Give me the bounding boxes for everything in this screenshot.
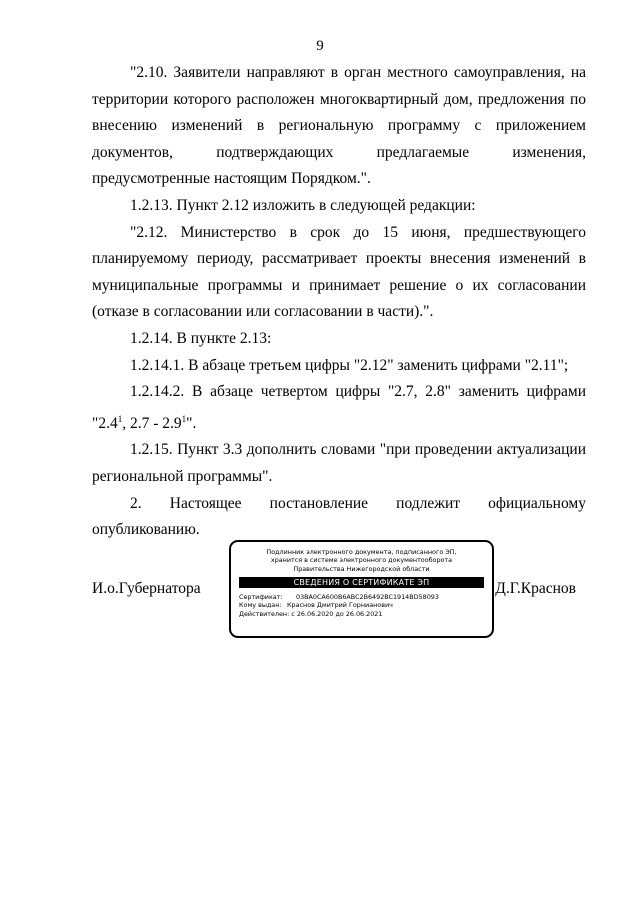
stamp-cert-row	[239, 593, 484, 601]
superscript-2: 1	[181, 413, 187, 424]
cert-value: 03ВА0CA600B6ABC2B6492BC1914ВD58093	[296, 593, 439, 602]
stamp-details	[239, 593, 484, 618]
stamp-line-1: Подлинник электронного документа, подписанного ЭП,	[266, 548, 457, 556]
owner-label: Кому выдан:	[239, 601, 282, 610]
document-body	[92, 60, 586, 544]
valid-value: с 26.06.2020 до 26.06.2021	[291, 609, 383, 618]
paragraph-1-2-14: 1.2.14. В пункте 2.13:	[130, 329, 272, 347]
para-part-middle: , 2.7 - 2.9	[122, 414, 182, 432]
paragraph-1-2-15: 1.2.15. Пункт 3.3 дополнить словами "при проведении актуализации региональной программы".	[92, 441, 586, 486]
signatory-name: Д.Г.Краснов	[495, 580, 576, 597]
para-part-before: 1.2.14.2. В абзаце четвертом цифры "2.7, 2.8" заменить цифрами "2.4	[92, 383, 586, 432]
paragraph-2: 2. Настоящее постановление подлежит официальному опубликованию.	[92, 494, 586, 539]
stamp-valid-row	[239, 610, 484, 618]
para-part-after: ".	[186, 414, 197, 432]
stamp-line-3: Правительства Нижегородской области	[293, 564, 430, 573]
superscript-1: 1	[117, 413, 123, 424]
paragraph-2-10: "2.10. Заявители направляют в орган местного самоуправления, на территории которого расположен многоквартирный дом, предложения по внесению изменений в региональную программу с приложением документов, подтверждающих предлагаемые изменения, предусмотренные настоящим Порядком.".	[92, 64, 586, 188]
signatory-position: И.о.Губернатора	[92, 580, 201, 597]
stamp-title: СВЕДЕНИЯ О СЕРТИФИКАТЕ ЭП	[239, 577, 484, 588]
paragraph-2-12: "2.12. Министерство в срок до 15 июня, предшествующего планируемому периоду, рассматривает проекты внесения изменений в муниципальные программы и принимает решение о их согласовании (отказе в согласовании или согласовании в части).".	[92, 223, 586, 321]
stamp-owner-row	[239, 601, 484, 609]
paragraph-1-2-14-1: 1.2.14.1. В абзаце третьем цифры "2.12" заменить цифрами "2.11";	[130, 356, 569, 374]
owner-value: Краснов Дмитрий Горнианович	[287, 601, 393, 610]
electronic-signature-stamp	[229, 540, 494, 638]
paragraph-1-2-14-2	[92, 379, 586, 437]
stamp-line-2: хранится в системе электронного документооборота	[270, 556, 453, 565]
stamp-header	[239, 548, 484, 573]
paragraph-1-2-13: 1.2.13. Пункт 2.12 изложить в следующей редакции:	[130, 196, 476, 214]
signature-block	[92, 540, 586, 640]
cert-label: Сертификат:	[239, 593, 283, 602]
page-number: 9	[316, 38, 324, 54]
valid-label: Действителен:	[239, 609, 290, 618]
